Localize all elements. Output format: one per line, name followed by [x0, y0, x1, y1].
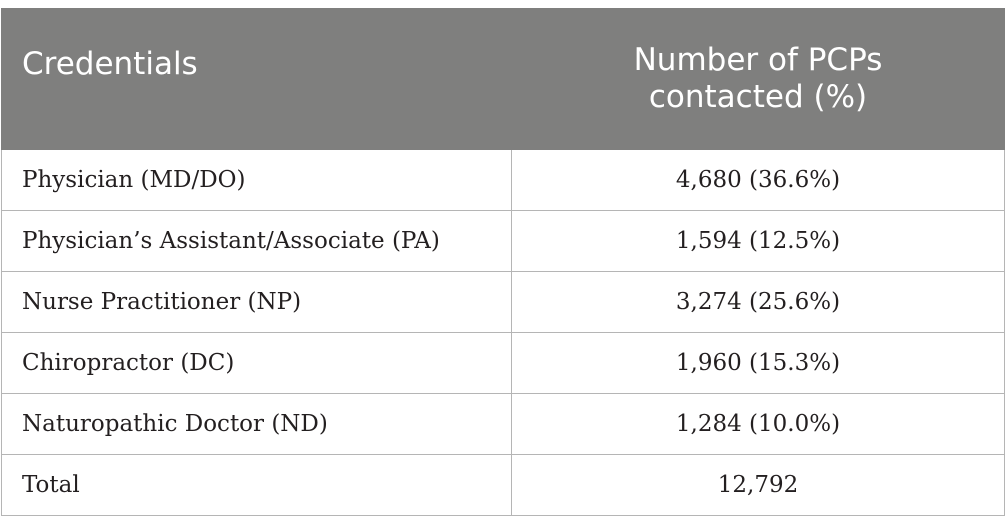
header-row	[2, 9, 1005, 150]
total-row	[2, 455, 1005, 516]
credential-cell: Nurse Practitioner (NP)	[2, 272, 512, 333]
header-credentials: Credentials	[2, 9, 512, 150]
header-number-contacted	[512, 9, 1005, 150]
count-cell: 3,274 (25.6%)	[512, 272, 1005, 333]
count-cell: 1,284 (10.0%)	[512, 394, 1005, 455]
table-body	[2, 150, 1005, 516]
table-header	[2, 9, 1005, 150]
credential-cell: Physician (MD/DO)	[2, 150, 512, 211]
total-count-cell: 12,792	[512, 455, 1005, 516]
count-cell: 4,680 (36.6%)	[512, 150, 1005, 211]
table-row	[2, 394, 1005, 455]
header-number-contacted-line2: contacted (%)	[648, 79, 868, 115]
credential-cell: Naturopathic Doctor (ND)	[2, 394, 512, 455]
table-row	[2, 272, 1005, 333]
credential-cell: Chiropractor (DC)	[2, 333, 512, 394]
credential-cell: Physician’s Assistant/Associate (PA)	[2, 211, 512, 272]
table-row	[2, 150, 1005, 211]
count-cell: 1,960 (15.3%)	[512, 333, 1005, 394]
pcp-credentials-table	[1, 8, 1005, 516]
table-row	[2, 211, 1005, 272]
header-number-contacted-line1: Number of PCPs	[633, 42, 883, 78]
table-row	[2, 333, 1005, 394]
count-cell: 1,594 (12.5%)	[512, 211, 1005, 272]
total-label-cell: Total	[2, 455, 512, 516]
